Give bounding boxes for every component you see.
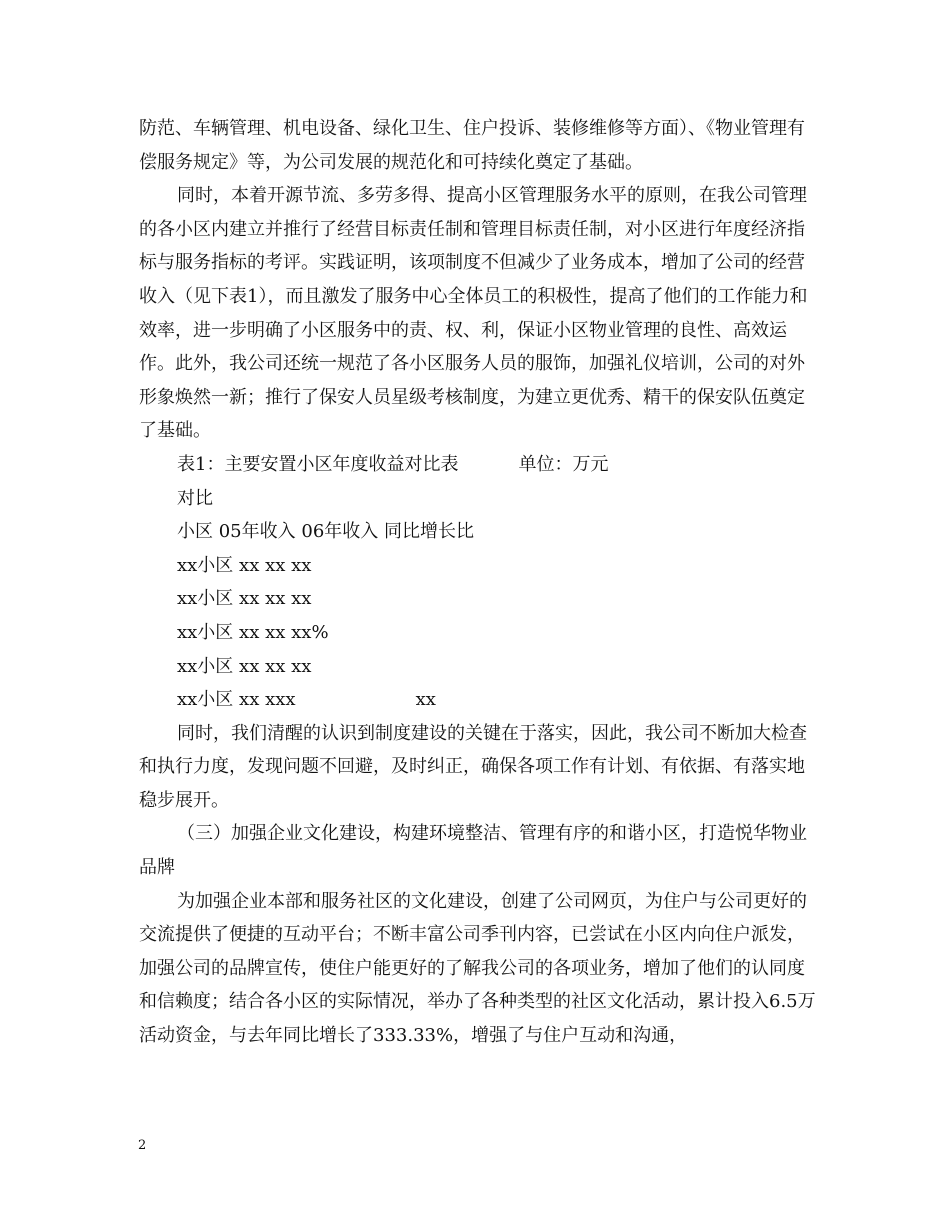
table-row bbox=[139, 616, 819, 650]
header-income-05: 05年收入 bbox=[218, 521, 296, 543]
paragraph-culture: 为加强企业本部和服务社区的文化建设，创建了公司网页，为住户与公司更好的交流提供了便捷的互动平台；不断丰富公司季刊内容，已尝试在小区内向住户派发，加强公司的品牌宣传，使住户能更好的了解我公司的各项业务，增加了他们的认同度和信赖度；结合各小区的实际情况，举办了各种类型的社区文化活动，累计投入6.5万活动资金，与去年同比增长了333.33%，增强了与住户互动和沟通， bbox=[139, 890, 816, 1047]
paragraph-responsibility-system: 同时，本着开源节流、多劳多得、提高小区管理服务水平的原则，在我公司管理的各小区内建立并推行了经营目标责任制和管理目标责任制，对小区进行年度经济指标与服务指标的考评。实践证明，该项制度不但减少了业务成本，增加了公司的经营收入（见下表1），而且激发了服务中心全体员工的积极性，提高了他们的工作能力和效率，进一步明确了小区服务中的责、权、利，保证小区物业管理的良性、高效运作。此外，我公司还统一规范了各小区服务人员的服饰，加强礼仪培训，公司的对外形象焕然一新；推行了保安人员星级考核制度，为建立更优秀、精干的保安队伍奠定了基础。 bbox=[139, 185, 808, 442]
table-caption: 表1：主要安置小区年度收益对比表 bbox=[177, 453, 459, 475]
row-income-06: xx bbox=[265, 588, 286, 610]
row-income-05: xx bbox=[239, 554, 260, 576]
page-number: 2 bbox=[138, 1138, 147, 1153]
paragraph-continuation: 防范、车辆管理、机电设备、绿化卫生、住户投诉、装修维修等方面）、《物业管理有偿服务规定》等，为公司发展的规范化和可持续化奠定了基础。 bbox=[139, 118, 805, 173]
table-header-row bbox=[139, 515, 819, 549]
row-growth: xx bbox=[415, 689, 436, 711]
section-heading-culture: （三）加强企业文化建设，构建环境整洁、管理有序的和谐小区，打造悦华物业品牌 bbox=[139, 823, 807, 879]
row-community: xx小区 bbox=[177, 689, 234, 711]
paragraph-implementation: 同时，我们清醒的认识到制度建设的关键在于落实，因此，我公司不断加大检查和执行力度，发现问题不回避，及时纠正，确保各项工作有计划、有依据、有落实地稳步展开。 bbox=[139, 722, 807, 811]
table-row bbox=[139, 582, 819, 616]
row-growth: xx% bbox=[291, 621, 329, 643]
table-row bbox=[139, 650, 819, 684]
table-caption-line bbox=[139, 448, 819, 482]
row-income-05: xx bbox=[239, 689, 260, 711]
row-income-06: xx bbox=[265, 655, 286, 677]
table-row bbox=[139, 683, 819, 717]
row-growth: xx bbox=[291, 588, 312, 610]
row-community: xx小区 bbox=[177, 554, 234, 576]
row-income-05: xx bbox=[239, 621, 260, 643]
table-row bbox=[139, 549, 819, 583]
table-header-prefix: 对比 bbox=[177, 487, 213, 509]
row-community: xx小区 bbox=[177, 621, 234, 643]
header-growth: 同比增长比 bbox=[384, 521, 475, 543]
row-income-05: xx bbox=[239, 588, 260, 610]
row-community: xx小区 bbox=[177, 655, 234, 677]
header-income-06: 06年收入 bbox=[301, 521, 379, 543]
table-unit: 单位：万元 bbox=[518, 453, 609, 475]
row-community: xx小区 bbox=[177, 588, 234, 610]
row-income-06: xx bbox=[265, 554, 286, 576]
row-growth: xx bbox=[291, 554, 312, 576]
row-growth: xx bbox=[291, 655, 312, 677]
body-text bbox=[139, 112, 819, 1053]
header-community: 小区 bbox=[177, 521, 213, 543]
row-income-06: xx bbox=[265, 621, 286, 643]
row-income-05: xx bbox=[239, 655, 260, 677]
row-income-06: xxx bbox=[265, 689, 296, 711]
